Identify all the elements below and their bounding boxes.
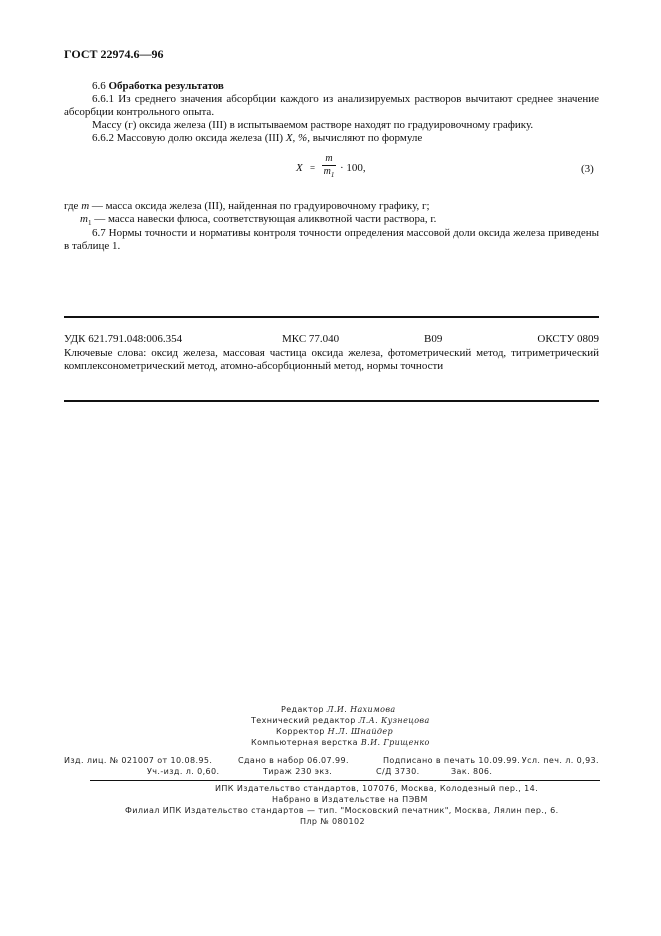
- imprint-corrector: [276, 727, 393, 737]
- imprint-license: Изд. лиц. № 021007 от 10.08.95.: [64, 756, 213, 765]
- label: Редактор: [281, 705, 324, 714]
- where-line-1: [64, 200, 430, 213]
- formula-lhs: X: [296, 162, 303, 174]
- imprint-publisher: ИПК Издательство стандартов, 107076, Москва, Колодезный пер., 14.: [215, 784, 539, 793]
- var-m1: m: [80, 213, 88, 225]
- imprint-branch: Филиал ИПК Издательство стандартов — тип. "Московский печатник", Москва, Лялин пер., 6.: [125, 806, 559, 815]
- formula-number: (3): [581, 163, 594, 175]
- paragraph-mass: Массу (г) оксида железа (III) в испытываемом растворе находят по градуировочному графику.: [92, 119, 534, 131]
- formula-fraction: [322, 153, 336, 181]
- den-var: m: [323, 166, 331, 177]
- group-code: В09: [424, 333, 443, 345]
- imprint-signed: Подписано в печать 10.09.99.: [383, 756, 521, 765]
- label: Технический редактор: [251, 716, 356, 725]
- keywords: Ключевые слова: оксид железа, массовая частица оксида железа, фотометрический метод, титриметрический комплексонометрический метод, атомно-абсорбционный метод, нормы точности: [64, 347, 599, 372]
- imprint-tech-editor: [251, 716, 430, 726]
- imprint-layout: [251, 738, 430, 748]
- paragraph-6-6-2: [64, 132, 599, 145]
- formula-rest: · 100,: [340, 162, 366, 174]
- label: Корректор: [276, 727, 325, 736]
- name: Л.А. Кузнецова: [358, 716, 430, 725]
- name: Л.И. Нахимова: [326, 705, 396, 714]
- imprint-print-run: Тираж 230 экз.: [263, 767, 333, 776]
- formula-equals: =: [310, 163, 316, 173]
- imprint-pub-sheets: Уч.-изд. л. 0,60.: [147, 767, 220, 776]
- imprint-order: Зак. 806.: [451, 767, 493, 776]
- name: Н.Л. Шнайдер: [327, 727, 393, 736]
- document-code: ГОСТ 22974.6—96: [64, 47, 164, 61]
- name: В.И. Грищенко: [360, 738, 430, 747]
- udk-code: УДК 621.791.048:006.354: [64, 333, 183, 345]
- text: вычисляют по формуле: [309, 132, 423, 144]
- imprint-editor: [281, 705, 396, 715]
- var-m1-sub: 1: [87, 219, 92, 228]
- fraction-denominator: [322, 166, 336, 181]
- mks-code: МКС 77.040: [282, 333, 340, 345]
- imprint-sent: Сдано в набор 06.07.99.: [238, 756, 349, 765]
- label: Компьютерная верстка: [251, 738, 358, 747]
- text: — масса навески флюса, соответствующая аликвотной части раствора, г.: [91, 213, 437, 225]
- imprint-conv-sheets: Усл. печ. л. 0,93.: [521, 756, 599, 765]
- den-sub: 1: [330, 171, 335, 179]
- section-title: Обработка результатов: [108, 80, 224, 92]
- text: где: [64, 200, 82, 212]
- text: — масса оксида железа (III), найденная по градуировочному графику, г;: [89, 200, 430, 212]
- section-6-6-heading: [64, 80, 599, 93]
- imprint-typeset: Набрано в Издательстве на ПЭВМ: [272, 795, 428, 804]
- variable-x: X, %,: [285, 132, 310, 144]
- divider-top: [64, 316, 599, 318]
- imprint-sd: С/Д 3730.: [376, 767, 420, 776]
- section-number: 6.6: [92, 80, 106, 92]
- text: 6.6.2 Массовую долю оксида железа (III): [92, 132, 286, 144]
- paragraph-6-7: 6.7 Нормы точности и нормативы контроля точности определения массовой доли оксида железа приведены в таблице 1.: [64, 227, 599, 252]
- imprint-plr: Плр № 080102: [300, 817, 365, 826]
- paragraph-6-6-1: 6.6.1 Из среднего значения абсорбции каждого из анализируемых растворов вычитают среднее значение абсорбции контрольного опыта.: [64, 93, 599, 118]
- divider-keywords: [64, 400, 599, 402]
- fraction-numerator: m: [325, 153, 333, 164]
- divider-imprint: [90, 780, 600, 781]
- okstu-code: ОКСТУ 0809: [537, 333, 599, 345]
- var-m: m: [81, 200, 90, 212]
